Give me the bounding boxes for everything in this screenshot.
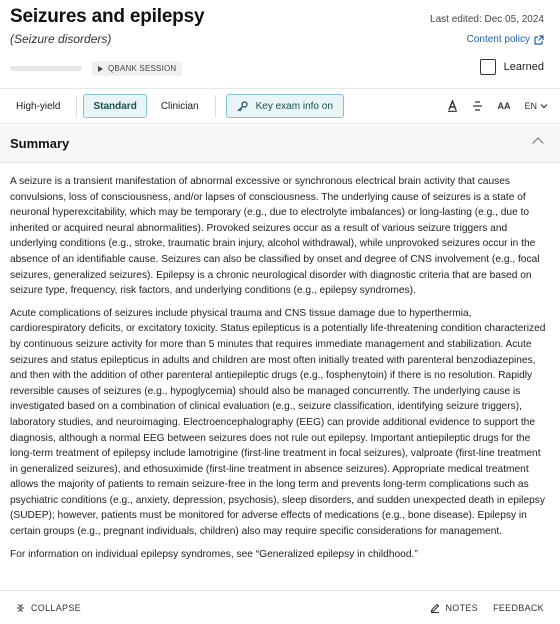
summary-paragraph: A seizure is a transient manifestation of abnormal excessive or synchronous electrical brain activity that causes convulsions, loss of consciousness, and/or lapses of consciousness. The underlying cause of seizures is a state of neuronal hyperexcitability, which may be temporary (e.g., due to electrolyte imbalances) or long-lasting (e.g., due to inherited or acquired neural abnormalities). Provoked seizures occur as a result of various seizure triggers and underlying conditions (e.g., stroke, traumatic brain injury, alcohol withdrawal), while unprovoked seizures occur in the absence of an identifiable cause. Seizures can also be classified by onset and degree of CNS involvement (e.g., focal seizures, generalized seizures). Epilepsy is a chronic neurological disorder with diagnostic criteria that are based on seizure type, frequency, risk factors, and underlying conditions (e.g., epilepsy syndromes). [10,176,540,297]
page-title: Seizures and epilepsy [10,6,205,27]
notes-label: NOTES [445,603,478,613]
feedback-button[interactable]: FEEDBACK [493,603,544,613]
summary-content [10,174,546,569]
language-selector[interactable] [524,101,548,111]
notes-button[interactable] [430,603,478,613]
divider [76,95,77,117]
learned-checkbox[interactable] [480,59,496,75]
chevron-down-icon [540,103,548,109]
article-header [0,0,560,88]
section-title: Summary [10,136,70,151]
mode-standard[interactable]: Standard [83,94,146,118]
content-policy-link[interactable] [467,34,544,45]
reading-progress-bar [10,66,82,71]
collapse-label: COLLAPSE [31,603,81,613]
language-label: EN [524,101,537,111]
highlighter-icon[interactable] [447,100,458,112]
summary-paragraph: For information on individual epilepsy syndromes, see “Generalized epilepsy in childhood.” [10,548,418,560]
key-icon [237,101,248,112]
summary-paragraph: Acute complications of seizures include physical trauma and CNS tissue damage due to hyperthermia, cardiorespiratory deficits, or excitatory toxicity. Status epilepticus is a potentially life-threatening condition characterized by continuous seizure activity for more than 5 minutes that requires immediate management and stabilization. Acute seizures and status epilepticus in adults and children are most often initially treated with parenteral benzodiazepines, and then with the addition of other parenteral antiepileptic drugs (e.g., fosphenytoin) if there is no resolution. Rapidly reversible causes of seizures (e.g., hypoglycemia) should also be managed concurrently. The underlying cause is investigated based on a combination of clinical evaluation (e.g., seizure classification, identifying seizure triggers), laboratory studies, and neuroimaging. Electroencephalography (EEG) can provide additional evidence to support the diagnosis, although a normal EEG between seizures does not rule out epilepsy. Important antiepileptic drugs for the long-term treatment of epilepsy include lamotrigine (first-line treatment in focal seizures), valproate (first-line treatment in generalized seizures), and ethosuximide (first-line treatment in absence seizures). Appropriate medical treatment allows the majority of patients to remain seizure-free in the long term and prevents long-term complications such as psychiatric conditions (e.g., anxiety, depression, psychosis), sleep disorders, and sudden unexpected death in epilepsy (SUDEP); however, patients must be monitored for adverse effects of medications (e.g., bone disease). Epilepsy in certain groups (e.g., pregnant individuals, children) also may require specific considerations for management. [10,307,546,538]
collapse-icon [16,603,25,613]
qbank-session-label: QBANK SESSION [108,64,177,73]
play-icon [98,66,103,72]
strikethrough-icon[interactable] [472,100,483,112]
key-exam-info-label: Key exam info on [255,100,333,112]
mode-switcher [6,94,209,118]
article-footer [0,590,560,624]
summary-section-header[interactable] [0,125,560,163]
text-size-icon[interactable]: AA [497,101,511,111]
collapse-button[interactable] [16,603,81,613]
text-tools [447,89,548,123]
qbank-session-button[interactable] [92,61,182,76]
divider [215,95,216,117]
chevron-up-icon[interactable] [532,137,543,148]
key-exam-info-toggle[interactable] [226,94,344,118]
learned-label: Learned [503,61,544,73]
pencil-icon [430,603,440,613]
mode-high-yield[interactable]: High-yield [16,100,61,112]
page-subtitle: (Seizure disorders) [10,32,112,46]
learned-toggle[interactable] [480,59,544,75]
external-link-icon [534,35,544,45]
content-policy-label: Content policy [466,34,530,45]
mode-clinician[interactable]: Clinician [160,100,199,112]
last-edited-date: Last edited: Dec 05, 2024 [430,14,544,25]
reading-toolbar [0,88,560,124]
